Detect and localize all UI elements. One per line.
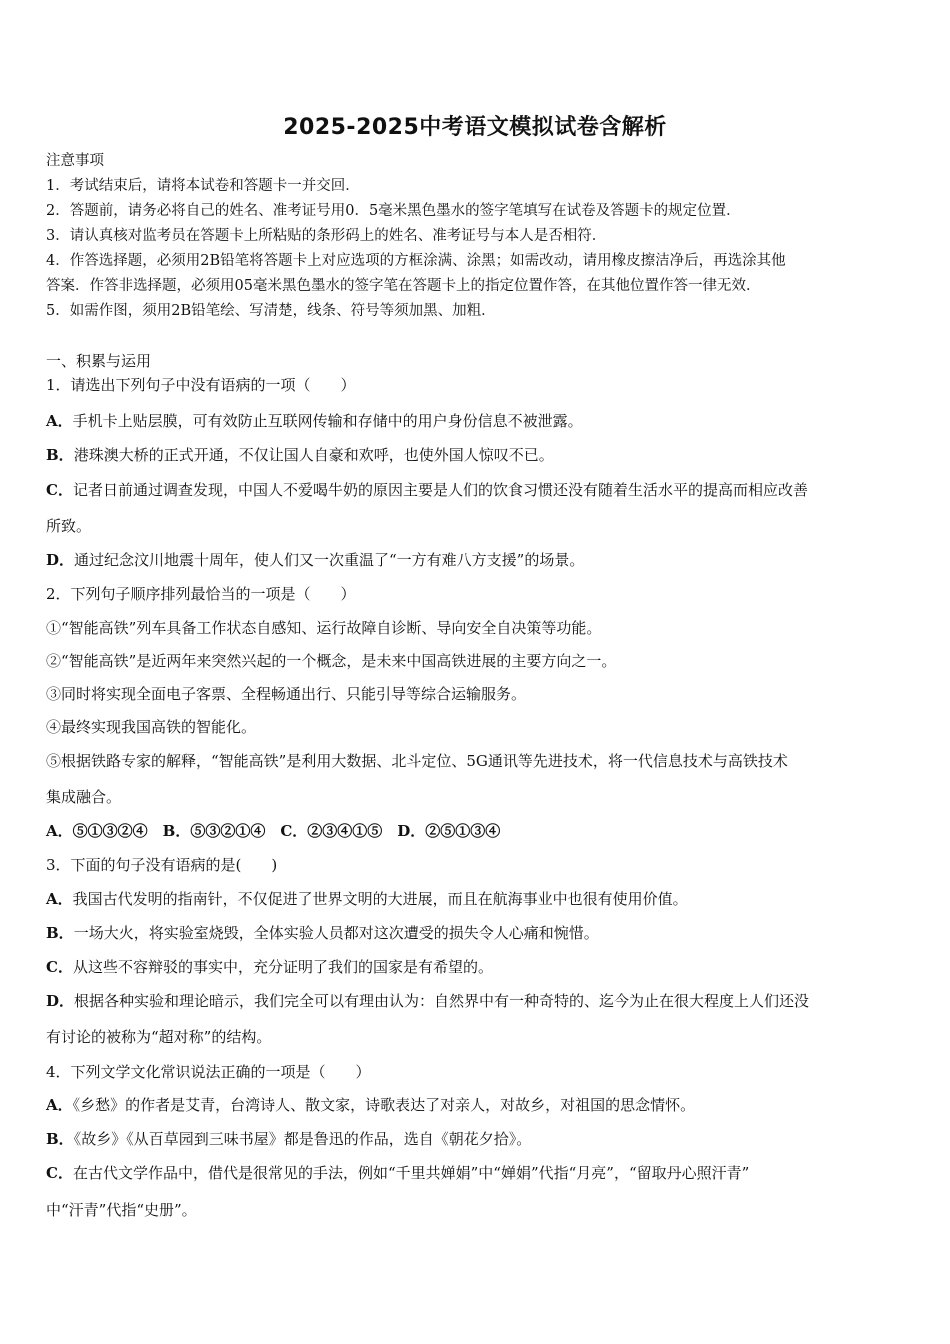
option-a [46, 410, 906, 432]
sentence-3: ③同时将实现全面电子客票、全程畅通出行、只能引导等综合运输服务。 [46, 685, 527, 703]
option-text: 港珠澳大桥的正式开通，不仅让国人自豪和欢呼，也使外国人惊叹不已。 [73, 446, 554, 464]
notice-item: 4．作答选择题，必须用2B铅笔将答题卡上对应选项的方框涂满、涂黑；如需改动，请用橡皮擦洁净后，再选涂其他 [46, 253, 786, 269]
option-text: 在古代文学作品中，借代是很常见的手法，例如“千里共婵娟”中“婵娟”代指“月亮”，“留取丹心照汗青” [72, 1164, 750, 1182]
question-stem: 4．下列文学文化常识说法正确的一项是（ ） [46, 1063, 371, 1081]
option-text: 通过纪念汶川地震十周年，使人们又一次重温了“一方有难八方支援”的场景。 [74, 551, 585, 569]
option-text: 根据各种实验和理论暗示，我们完全可以有理由认为：自然界中有一种奇特的、迄今为止在很大程度上人们还没 [74, 992, 810, 1010]
option-label: B． [46, 1130, 74, 1148]
sentence-5: ⑤根据铁路专家的解释，“智能高铁”是利用大数据、北斗定位、5G通讯等先进技术，将一代信息技术与高铁技术 [46, 752, 788, 770]
option-text: 《故乡》《从百草园到三味书屋》都是鲁迅的作品，选自《朝花夕拾》。 [73, 1130, 532, 1148]
sentence-5-continued: 集成融合。 [46, 788, 122, 806]
option-label: A． [46, 890, 73, 908]
sentence-2: ②“智能高铁”是近两年来突然兴起的一个概念，是未来中国高铁进展的主要方向之一。 [46, 652, 617, 670]
option-label: D． [46, 992, 75, 1010]
option-b [46, 444, 906, 466]
option-text: 我国古代发明的指南针，不仅促进了世界文明的大进展，而且在航海事业中也很有使用价值。 [72, 890, 688, 908]
option-b [46, 922, 906, 944]
page-title: 2025-2025中考语文模拟试卷含解析 [283, 115, 667, 140]
notice-heading: 注意事项 [46, 153, 104, 169]
question-stem: 3．下面的句子没有语病的是( ) [46, 856, 278, 874]
option-text: 从这些不容辩驳的事实中，充分证明了我们的国家是有希望的。 [72, 958, 493, 976]
question-stem: 2．下列句子顺序排列最恰当的一项是（ ） [46, 585, 356, 603]
option-c-continued: 中“汗青”代指“史册”。 [46, 1201, 197, 1219]
option-b [46, 1128, 906, 1150]
option-label: A． [46, 412, 73, 430]
option-label: C． [46, 1164, 73, 1182]
option-text: 一场大火，将实验室烧毁，全体实验人员都对这次遭受的损失令人心痛和惋惜。 [73, 924, 599, 942]
notice-item: 3．请认真核对监考员在答题卡上所粘贴的条形码上的姓名、准考证号与本人是否相符． [46, 228, 607, 244]
section-heading: 一、积累与运用 [46, 352, 152, 370]
option-label: B． [46, 924, 74, 942]
question-stem: 1．请选出下列句子中没有语病的一项（ ） [46, 376, 356, 394]
notice-item: 答案．作答非选择题，必须用05毫米黑色墨水的签字笔在答题卡上的指定位置作答，在其他位置作答一律无效． [46, 278, 761, 294]
option-label: D． [46, 551, 75, 569]
option-text: 记者日前通过调查发现，中国人不爱喝牛奶的原因主要是人们的饮食习惯还没有随着生活水平的提高而相应改善 [72, 481, 808, 499]
option-label: C． [46, 481, 73, 499]
option-c [46, 479, 906, 501]
option-label: C． [46, 958, 73, 976]
sentence-1: ①“智能高铁”列车具备工作状态自感知、运行故障自诊断、导向安全自决策等功能。 [46, 619, 602, 637]
option-text: 手机卡上贴层膜，可有效防止互联网传输和存储中的用户身份信息不被泄露。 [72, 412, 583, 430]
option-d [46, 990, 906, 1012]
option-c-continued: 所致。 [46, 517, 92, 535]
notice-item: 2．答题前，请务必将自己的姓名、准考证号用0．5毫米黑色墨水的签字笔填写在试卷及答题卡的规定位置． [46, 203, 741, 219]
option-c [46, 956, 906, 978]
option-d [46, 549, 906, 571]
option-a [46, 1094, 906, 1116]
option-d-continued: 有讨论的被称为“超对称”的结构。 [46, 1028, 272, 1046]
sentence-4: ④最终实现我国高铁的智能化。 [46, 718, 257, 736]
option-label: B． [46, 446, 74, 464]
notice-item: 5．如需作图，须用2B铅笔绘、写清楚，线条、符号等须加黑、加粗． [46, 303, 496, 319]
notice-item: 1．考试结束后，请将本试卷和答题卡一并交回． [46, 178, 360, 194]
option-label: A． [46, 1096, 73, 1114]
option-text: 《乡愁》的作者是艾青，台湾诗人、散文家，诗歌表达了对亲人，对故乡，对祖国的思念情怀。 [72, 1096, 696, 1114]
option-a [46, 888, 906, 910]
option-c [46, 1162, 906, 1184]
answer-options: A．⑤①③②④ B．⑤③②①④ C．②③④①⑤ D．②⑤①③④ [46, 822, 501, 840]
